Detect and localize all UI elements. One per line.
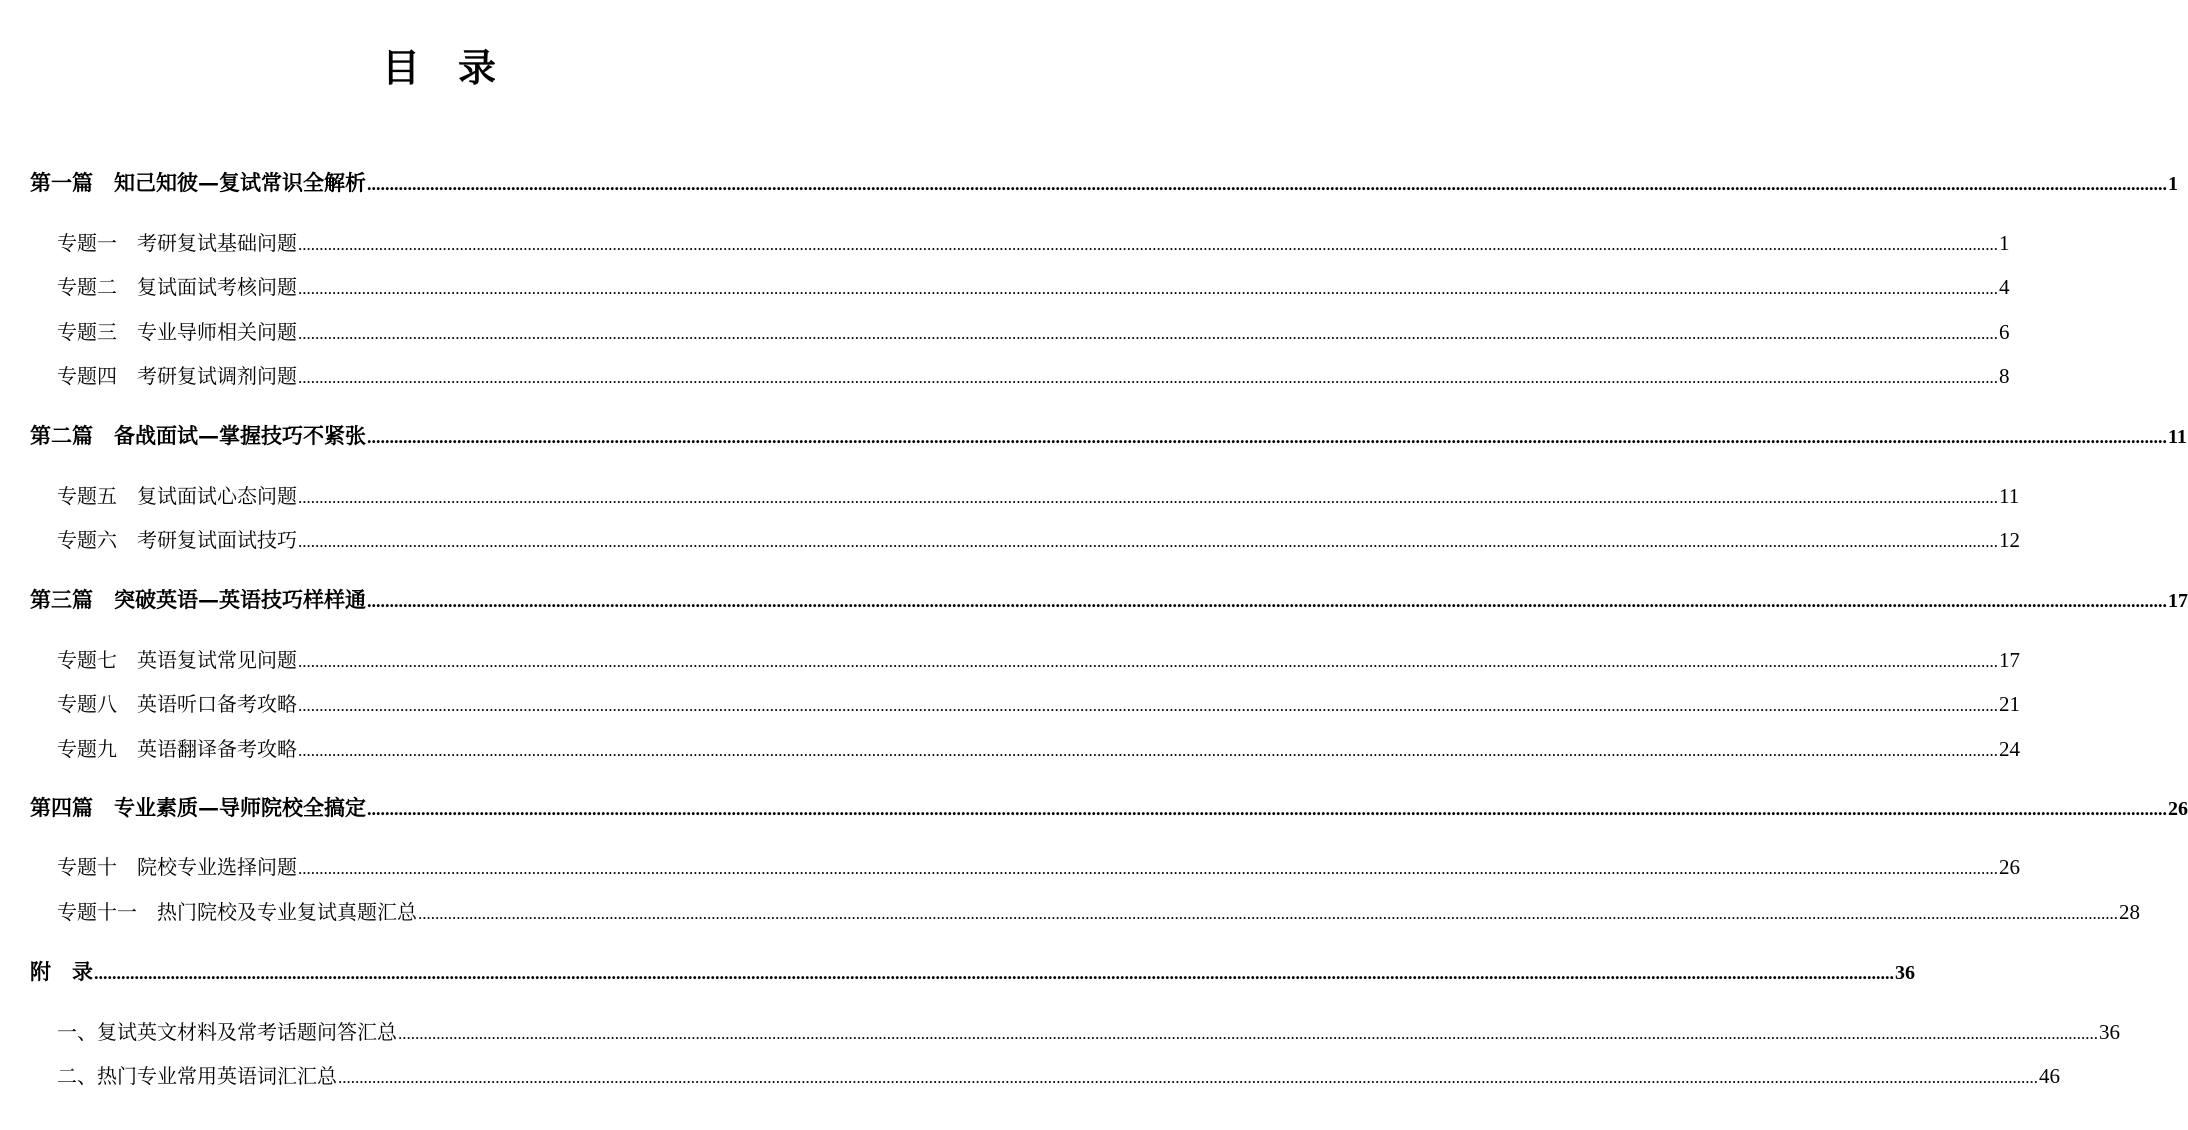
toc-topic-entry[interactable] bbox=[57, 525, 2020, 555]
toc-topic-entry[interactable] bbox=[57, 228, 2010, 258]
toc-dot-leader: ................................................................................................................................................................................................................................................................................................................................................................................................................ bbox=[298, 652, 1998, 671]
toc-entry-label: 第二篇 备战面试—掌握技巧不紧张 bbox=[30, 423, 366, 448]
toc-entry-label: 第一篇 知己知彼—复试常识全解析 bbox=[30, 170, 366, 195]
toc-dot-leader: ................................................................................................................................................................................................................................................................................................................................................................................................................ bbox=[298, 368, 1998, 387]
toc-dot-leader: ................................................................................................................................................................................................................................................................................................................................................................................................................ bbox=[367, 799, 2167, 819]
toc-topic-entry[interactable] bbox=[57, 897, 2140, 927]
toc-topic-entry[interactable] bbox=[57, 852, 2020, 882]
toc-page-number: 11 bbox=[2168, 426, 2187, 448]
toc-topic-entry[interactable] bbox=[57, 317, 2010, 347]
toc-part-entry[interactable] bbox=[30, 793, 2188, 823]
toc-dot-leader: ................................................................................................................................................................................................................................................................................................................................................................................................................ bbox=[94, 963, 1894, 983]
toc-dot-leader: ................................................................................................................................................................................................................................................................................................................................................................................................................ bbox=[298, 741, 1998, 760]
toc-page-number: 1 bbox=[2168, 173, 2178, 195]
toc-part-entry[interactable] bbox=[30, 168, 2178, 198]
toc-page-number: 21 bbox=[1999, 692, 2020, 716]
toc-part-entry[interactable] bbox=[30, 421, 2187, 451]
toc-part-entry[interactable] bbox=[30, 957, 1915, 987]
toc-page-number: 12 bbox=[1999, 528, 2020, 552]
toc-entry-label: 专题二 复试面试考核问题 bbox=[57, 275, 297, 299]
toc-page-number: 4 bbox=[1999, 275, 2010, 299]
toc-topic-entry[interactable] bbox=[57, 272, 2010, 302]
toc-entry-label: 专题四 考研复试调剂问题 bbox=[57, 364, 297, 388]
toc-dot-leader: ................................................................................................................................................................................................................................................................................................................................................................................................................ bbox=[367, 591, 2167, 611]
toc-page-number: 36 bbox=[1895, 962, 1915, 984]
toc-dot-leader: ................................................................................................................................................................................................................................................................................................................................................................................................................ bbox=[298, 488, 1998, 507]
toc-entry-label: 一、复试英文材料及常考话题问答汇总 bbox=[57, 1020, 397, 1044]
toc-topic-entry[interactable] bbox=[57, 481, 2020, 511]
toc-topic-entry[interactable] bbox=[57, 1017, 2120, 1047]
toc-entry-label: 专题八 英语听口备考攻略 bbox=[57, 692, 297, 716]
toc-page-number: 1 bbox=[1999, 231, 2010, 255]
toc-entry-label: 专题十一 热门院校及专业复试真题汇总 bbox=[57, 900, 417, 924]
toc-dot-leader: ................................................................................................................................................................................................................................................................................................................................................................................................................ bbox=[338, 1068, 2038, 1087]
toc-page-number: 26 bbox=[1999, 855, 2020, 879]
toc-page-number: 24 bbox=[1999, 737, 2020, 761]
toc-dot-leader: ................................................................................................................................................................................................................................................................................................................................................................................................................ bbox=[298, 696, 1998, 715]
toc-page-number: 17 bbox=[1999, 648, 2020, 672]
page-title: 目 录 bbox=[381, 45, 496, 90]
toc-entry-label: 二、热门专业常用英语词汇汇总 bbox=[57, 1064, 337, 1088]
toc-page-number: 8 bbox=[1999, 364, 2010, 388]
toc-topic-entry[interactable] bbox=[57, 689, 2020, 719]
toc-page-number: 17 bbox=[2168, 590, 2188, 612]
toc-page-number: 6 bbox=[1999, 320, 2010, 344]
toc-part-entry[interactable] bbox=[30, 585, 2188, 615]
toc-entry-label: 专题三 专业导师相关问题 bbox=[57, 320, 297, 344]
toc-dot-leader: ................................................................................................................................................................................................................................................................................................................................................................................................................ bbox=[298, 279, 1998, 298]
toc-entry-label: 第三篇 突破英语—英语技巧样样通 bbox=[30, 587, 366, 612]
toc-entry-label: 专题十 院校专业选择问题 bbox=[57, 855, 297, 879]
toc-dot-leader: ................................................................................................................................................................................................................................................................................................................................................................................................................ bbox=[298, 235, 1998, 254]
toc-entry-label: 专题五 复试面试心态问题 bbox=[57, 484, 297, 508]
toc-topic-entry[interactable] bbox=[57, 734, 2020, 764]
toc-page-number: 36 bbox=[2099, 1020, 2120, 1044]
toc-entry-label: 专题一 考研复试基础问题 bbox=[57, 231, 297, 255]
toc-dot-leader: ................................................................................................................................................................................................................................................................................................................................................................................................................ bbox=[298, 532, 1998, 551]
toc-entry-label: 专题七 英语复试常见问题 bbox=[57, 648, 297, 672]
toc-page-number: 11 bbox=[1999, 484, 2020, 508]
toc-entry-label: 第四篇 专业素质—导师院校全搞定 bbox=[30, 795, 366, 820]
toc-dot-leader: ................................................................................................................................................................................................................................................................................................................................................................................................................ bbox=[367, 174, 2167, 194]
toc-entry-label: 专题九 英语翻译备考攻略 bbox=[57, 737, 297, 761]
toc-dot-leader: ................................................................................................................................................................................................................................................................................................................................................................................................................ bbox=[298, 859, 1998, 878]
toc-page-number: 28 bbox=[2119, 900, 2140, 924]
toc-topic-entry[interactable] bbox=[57, 645, 2020, 675]
toc-dot-leader: ................................................................................................................................................................................................................................................................................................................................................................................................................ bbox=[398, 1024, 2098, 1043]
toc-topic-entry[interactable] bbox=[57, 361, 2010, 391]
toc-dot-leader: ................................................................................................................................................................................................................................................................................................................................................................................................................ bbox=[298, 324, 1998, 343]
toc-page-number: 26 bbox=[2168, 798, 2188, 820]
toc-dot-leader: ................................................................................................................................................................................................................................................................................................................................................................................................................ bbox=[367, 427, 2167, 447]
toc-page-number: 46 bbox=[2039, 1064, 2060, 1088]
toc-dot-leader: ................................................................................................................................................................................................................................................................................................................................................................................................................ bbox=[418, 904, 2118, 923]
toc-entry-label: 附 录 bbox=[30, 959, 93, 984]
toc-entry-label: 专题六 考研复试面试技巧 bbox=[57, 528, 297, 552]
toc-topic-entry[interactable] bbox=[57, 1061, 2060, 1091]
